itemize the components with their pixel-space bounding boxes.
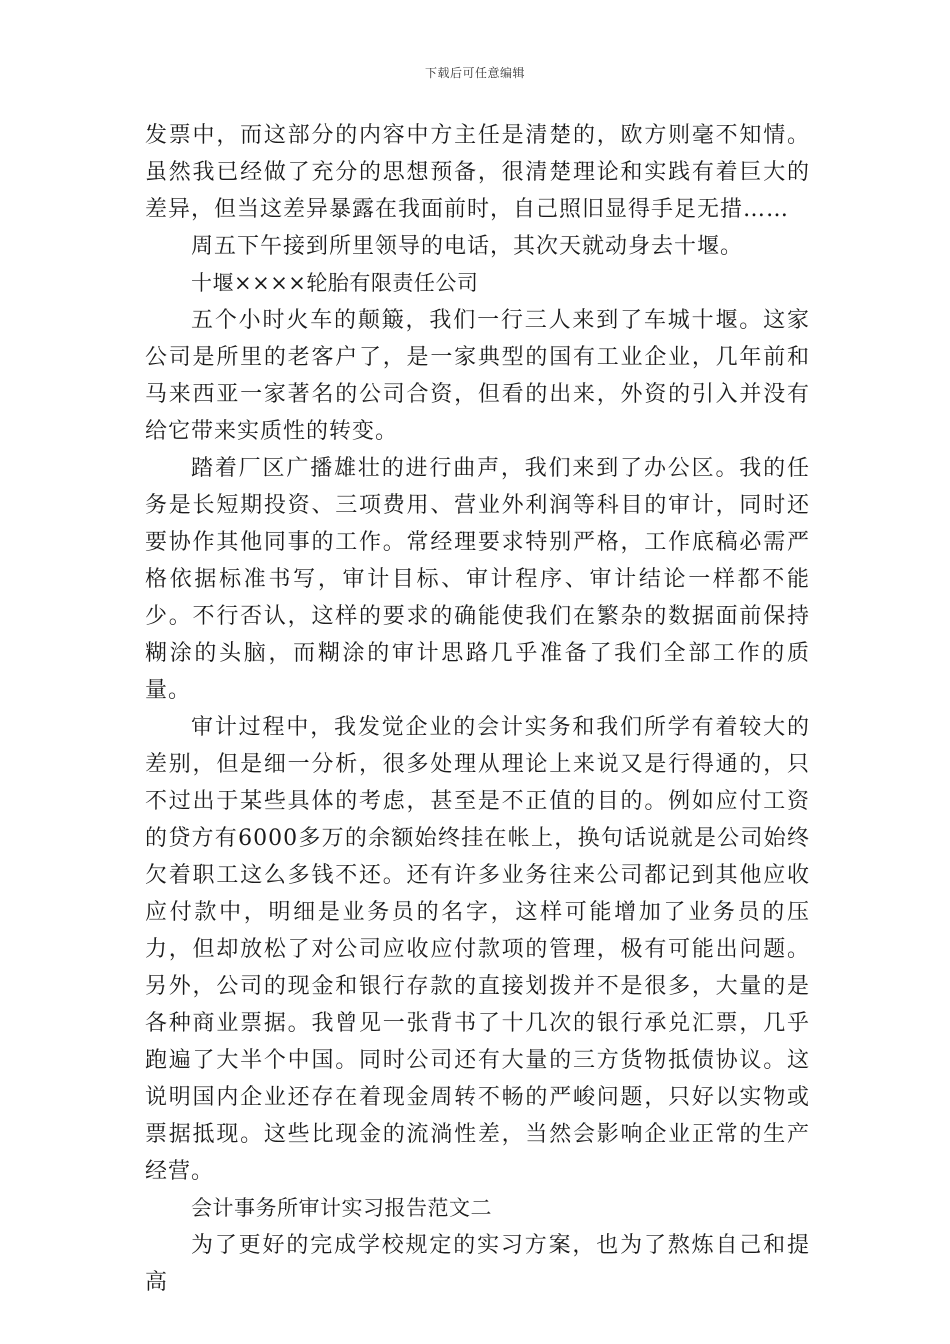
document-body xyxy=(145,117,810,1301)
paragraph-phone-call: 周五下午接到所里领导的电话，其次天就动身去十堰。 xyxy=(191,234,744,259)
paragraph-continuation: 发票中，而这部分的内容中方主任是清楚的，欧方则毫不知情。虽然我已经做了充分的思想预备，很清楚理论和实践有着巨大的差异，但当这差异暴露在我面前时，自己照旧显得手足无措…… xyxy=(145,123,810,222)
page-header-note: 下载后可任意编辑 xyxy=(424,66,525,80)
paragraph-train-trip: 五个小时火车的颠簸，我们一行三人来到了车城十堰。这家公司是所里的老客户了，是一家典型的国有工业企业，几年前和马来西亚一家著名的公司合资，但看的出来，外资的引入并没有给它带来实质性的转变。 xyxy=(145,308,810,444)
paragraph-office-tasks: 踏着厂区广播雄壮的进行曲声，我们来到了办公区。我的任务是长短期投资、三项费用、营业外利润等科目的审计，同时还要协作其他同事的工作。常经理要求特别严格，工作底稿必需严格依据标准书写，审计目标、审计程序、审计结论一样都不能少。不行否认，这样的要求的确能使我们在繁杂的数据面前保持糊涂的头脑，而糊涂的审计思路几乎准备了我们全部工作的质量。 xyxy=(145,456,810,703)
paragraph-audit-process: 审计过程中，我发觉企业的会计实务和我们所学有着较大的差别，但是细一分析，很多处理从理论上来说又是行得通的，只不过出于某些具体的考虑，甚至是不正值的目的。例如应付工资的贷方有6000多万的余额始终挂在帐上，换句话说就是公司始终欠着职工这么多钱不还。还有许多业务往来公司都记到其他应收应付款中，明细是业务员的名字，这样可能增加了业务员的压力，但却放松了对公司应收应付款项的管理，极有可能出问题。另外，公司的现金和银行存款的直接划拨并不是很多，大量的是各种商业票据。我曾见一张背书了十几次的银行承兑汇票，几乎跑遍了大半个中国。同时公司还有大量的三方货物抵债协议。这说明国内企业还存在着现金周转不畅的严峻问题，只好以实物或票据抵现。这些比现金的流淌性差，当然会影响企业正常的生产经营。 xyxy=(145,715,810,1184)
company-heading: 十堰××××轮胎有限责任公司 xyxy=(191,271,479,295)
paragraph-sample-two-intro: 为了更好的完成学校规定的实习方案，也为了熬炼自己和提高 xyxy=(145,1233,810,1295)
section-heading-sample-two: 会计事务所审计实习报告范文二 xyxy=(191,1196,492,1220)
